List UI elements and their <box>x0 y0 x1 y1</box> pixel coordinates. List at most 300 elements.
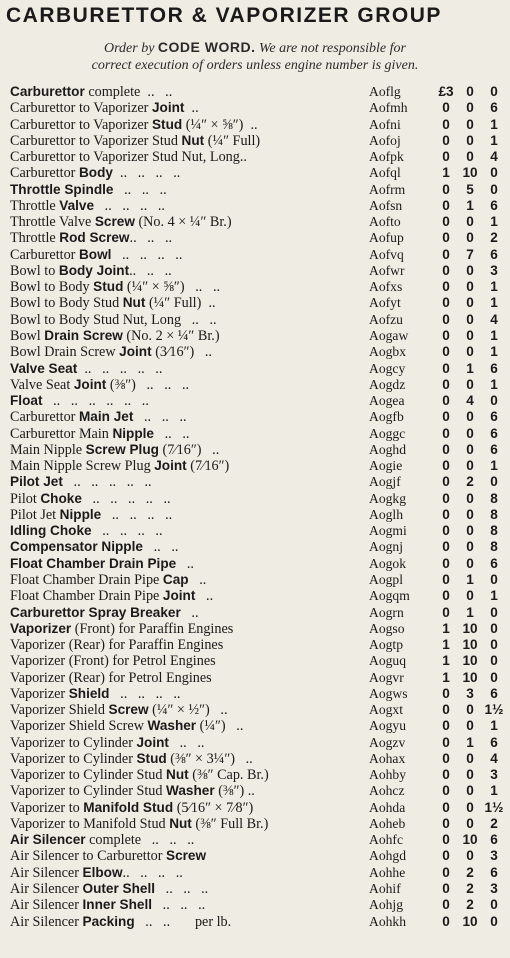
part-spec-text: (3⁄16″) <box>151 344 195 361</box>
list-item <box>0 165 510 181</box>
code-word: Aohby <box>369 767 407 783</box>
leader-dots: .. <box>195 588 214 605</box>
list-item <box>0 377 510 393</box>
price-pounds: 0 <box>442 897 450 913</box>
code-word: Aofsn <box>369 197 403 213</box>
leader-dots: .. .. .. <box>129 230 173 247</box>
part-description <box>10 621 368 637</box>
list-item <box>0 605 510 621</box>
price-shillings: 0 <box>466 132 474 148</box>
price-pounds: 0 <box>442 279 450 295</box>
code-word: Aoggc <box>369 425 406 441</box>
price-pence: 1 <box>490 588 498 604</box>
part-name-text: Vaporizer to Cylinder Stud <box>10 767 167 784</box>
part-name-emphasis: Stud <box>93 279 124 295</box>
part-name-emphasis: Throttle Spindle <box>10 181 114 197</box>
part-name-text: Throttle <box>10 197 60 214</box>
price-pounds: 0 <box>442 913 450 929</box>
part-description <box>10 848 368 864</box>
price-pence: 8 <box>490 539 498 555</box>
price-pence: 1½ <box>484 702 504 718</box>
list-item <box>0 474 510 490</box>
part-name-emphasis: Joint <box>154 458 187 474</box>
part-spec-text: (⅜″ × 3¼″) <box>166 750 235 767</box>
part-description <box>10 539 368 555</box>
part-description <box>10 751 368 767</box>
price-shillings: 2 <box>466 864 474 880</box>
leader-dots: .. .. .. .. <box>91 523 163 540</box>
part-description <box>10 328 368 344</box>
code-word: Aogbx <box>369 344 407 360</box>
code-word: Aofwr <box>369 262 405 278</box>
part-name-text: Carburettor Main <box>10 425 113 442</box>
leader-dots: .. .. .. <box>141 832 195 849</box>
price-pence: 6 <box>490 360 498 376</box>
leader-dots: .. .. .. .. <box>111 246 183 263</box>
part-description <box>10 312 368 328</box>
price-shillings: 0 <box>466 279 474 295</box>
part-name-emphasis: Nipple <box>112 425 154 441</box>
list-item <box>0 767 510 783</box>
price-pounds: 0 <box>442 767 450 783</box>
part-name-emphasis: Stud <box>151 116 183 132</box>
part-name-emphasis: Cap <box>162 571 189 587</box>
price-pence: 1 <box>490 783 498 799</box>
part-name-text: Vaporizer Shield <box>10 702 109 719</box>
part-description <box>10 735 368 751</box>
part-name-text: Carburettor to Vaporizer Stud <box>10 132 182 149</box>
part-spec-text: complete <box>85 832 142 849</box>
list-item <box>0 751 510 767</box>
part-name-text: Throttle <box>10 230 60 247</box>
part-name-text: Bowl to Body Stud <box>10 295 123 312</box>
part-description <box>10 523 368 539</box>
price-pence: 3 <box>490 262 498 278</box>
list-item <box>0 409 510 425</box>
part-name-text: Vaporizer <box>10 685 69 702</box>
part-name-emphasis: Carburettor Spray Breaker <box>10 604 181 620</box>
code-word: Aofrm <box>369 181 406 197</box>
part-name-text: Bowl to Body Stud Nut, Long <box>10 311 182 328</box>
price-pence: 1 <box>490 458 498 474</box>
code-word: Aogea <box>369 393 405 409</box>
part-name-text: Carburettor to Vaporizer Stud Nut, Long <box>10 149 240 166</box>
part-description <box>10 426 368 442</box>
code-word: Aohif <box>369 881 401 897</box>
price-pence: 0 <box>490 571 498 587</box>
list-item <box>0 653 510 669</box>
part-name-text: Vaporizer (Rear) for Petrol Engines <box>10 669 212 686</box>
part-name-text: Float Chamber Drain Pipe <box>10 588 163 605</box>
part-name-text: Vaporizer to <box>10 799 84 816</box>
price-shillings: 0 <box>466 214 474 230</box>
part-name-text: Throttle Valve <box>10 214 95 231</box>
price-pounds: 0 <box>442 506 450 522</box>
parts-list <box>0 84 510 930</box>
price-pounds: 0 <box>442 100 450 116</box>
leader-dots: .. .. .. .. <box>112 165 181 182</box>
part-spec-text: (¼″ × ⅝″) <box>123 279 185 296</box>
leader-dots: .. <box>244 783 255 800</box>
leader-dots: .. .. .. <box>135 376 190 393</box>
code-word: Aogtp <box>369 637 403 653</box>
code-word: Aofpk <box>369 149 404 165</box>
part-description <box>10 117 368 133</box>
price-pence: 0 <box>490 913 498 929</box>
part-name-emphasis: Nut <box>169 815 192 831</box>
leader-dots: .. .. .. .. .. <box>77 360 163 377</box>
price-shillings: 0 <box>466 588 474 604</box>
part-name-text: Main Nipple Screw Plug <box>10 458 155 475</box>
code-word: Aogkg <box>369 490 407 506</box>
price-shillings: 2 <box>466 881 474 897</box>
list-item <box>0 247 510 263</box>
price-pounds: 0 <box>442 425 450 441</box>
price-pence: 8 <box>490 490 498 506</box>
part-description <box>10 783 368 799</box>
part-description <box>10 474 368 490</box>
code-word: Aogfb <box>369 409 404 425</box>
price-pounds: 1 <box>442 669 450 685</box>
list-item <box>0 328 510 344</box>
code-word: Aogdz <box>369 376 406 392</box>
part-description <box>10 686 368 702</box>
part-description <box>10 572 368 588</box>
price-pence: 2 <box>490 815 498 831</box>
part-name-emphasis: Washer <box>147 718 197 734</box>
code-word: Aogrn <box>369 604 404 620</box>
code-word: Aoguq <box>369 653 407 669</box>
part-name-emphasis: Float Chamber Drain Pipe <box>10 555 177 571</box>
price-pounds: 0 <box>442 376 450 392</box>
list-item <box>0 621 510 637</box>
part-description <box>10 182 368 198</box>
price-shillings: 0 <box>466 441 474 457</box>
part-name-text: Carburettor <box>10 165 79 182</box>
price-shillings: 0 <box>466 116 474 132</box>
price-pence: 1 <box>490 376 498 392</box>
part-name-text: Carburettor to Vaporizer <box>10 116 152 133</box>
price-pence: 1 <box>490 214 498 230</box>
part-description <box>10 263 368 279</box>
leader-dots: .. .. <box>181 311 217 328</box>
leader-dots: .. <box>180 604 199 621</box>
code-word: Aogie <box>369 458 403 474</box>
price-pence: 6 <box>490 555 498 571</box>
code-word: Aogpl <box>369 571 403 587</box>
list-item <box>0 263 510 279</box>
code-word: Aogws <box>369 685 408 701</box>
part-name-text: Air Silencer <box>10 913 83 930</box>
code-word: Aogvr <box>369 669 404 685</box>
part-name-text: Bowl to <box>10 262 59 279</box>
price-pounds: 0 <box>442 539 450 555</box>
leader-dots: .. .. .. .. .. .. <box>42 393 149 410</box>
price-shillings: 0 <box>466 702 474 718</box>
price-pounds: 0 <box>442 327 450 343</box>
price-pence: 6 <box>490 425 498 441</box>
part-description <box>10 914 368 930</box>
part-name-emphasis: Drain Screw <box>44 327 123 343</box>
part-name-emphasis: Nut <box>181 132 205 148</box>
code-word: Aoflg <box>369 84 401 99</box>
price-shillings: 0 <box>466 506 474 522</box>
leader-dots: .. <box>184 100 199 117</box>
list-item <box>0 865 510 881</box>
price-shillings: 0 <box>466 425 474 441</box>
part-description <box>10 832 368 848</box>
price-pence: 0 <box>490 181 498 197</box>
code-word: Aogcy <box>369 360 406 376</box>
part-name-emphasis: Joint <box>136 734 169 750</box>
code-word: Aofyt <box>369 295 401 311</box>
part-name-emphasis: Manifold Stud <box>83 799 174 815</box>
price-shillings: 2 <box>466 897 474 913</box>
list-item <box>0 816 510 832</box>
part-name-emphasis: Air Silencer <box>10 832 86 848</box>
part-name-emphasis: Main Jet <box>78 409 134 425</box>
price-pence: 6 <box>490 409 498 425</box>
part-description <box>10 637 368 653</box>
part-description <box>10 897 368 913</box>
part-spec-text: (¼″ × ⅝″) <box>182 116 244 133</box>
part-name-emphasis: Inner Shell <box>82 897 152 913</box>
list-item <box>0 670 510 686</box>
part-name-text: Air Silencer <box>10 864 83 881</box>
price-pence: 0 <box>490 84 498 99</box>
part-name-emphasis: Nut <box>122 295 146 311</box>
part-spec-text: (⅜″) <box>106 376 136 393</box>
list-item <box>0 507 510 523</box>
code-word: Aohcz <box>369 783 405 799</box>
code-word: Aoheb <box>369 815 406 831</box>
code-word: Aohkh <box>369 913 407 929</box>
price-pence: 6 <box>490 734 498 750</box>
list-item <box>0 539 510 555</box>
part-spec-text: (¼″ Full) <box>204 132 261 149</box>
part-name-emphasis: Bowl <box>78 246 112 262</box>
code-word: Aofzu <box>369 311 403 327</box>
price-shillings: 0 <box>466 458 474 474</box>
leader-dots: .. .. .. .. <box>109 685 181 702</box>
price-pounds: 0 <box>442 604 450 620</box>
price-shillings: 0 <box>466 767 474 783</box>
price-pounds: 0 <box>442 832 450 848</box>
price-shillings: 0 <box>466 376 474 392</box>
part-name-text: Bowl Drain Screw <box>10 344 120 361</box>
price-pence: 6 <box>490 197 498 213</box>
price-pounds: 0 <box>442 815 450 831</box>
price-shillings: 0 <box>466 815 474 831</box>
code-word: Aofup <box>369 230 404 246</box>
price-pounds: 0 <box>442 848 450 864</box>
list-item <box>0 442 510 458</box>
price-pence: 0 <box>490 620 498 636</box>
leader-dots: .. .. .. .. .. <box>62 474 152 491</box>
part-description <box>10 767 368 783</box>
part-description <box>10 198 368 214</box>
price-pounds: 0 <box>442 702 450 718</box>
part-description <box>10 165 368 181</box>
part-spec-text: (Front) for Paraffin Engines <box>71 620 234 637</box>
leader-dots: .. .. .. <box>133 409 187 426</box>
part-description <box>10 605 368 621</box>
price-pence: 1 <box>490 295 498 311</box>
code-word: Aogso <box>369 620 405 636</box>
price-pounds: 0 <box>442 588 450 604</box>
price-pounds: 0 <box>442 864 450 880</box>
price-shillings: 0 <box>466 555 474 571</box>
part-name-emphasis: Joint <box>162 588 196 604</box>
part-description <box>10 442 368 458</box>
part-description <box>10 149 368 165</box>
part-name-text: Vaporizer (Rear) for Paraffin Engines <box>10 637 224 654</box>
part-description <box>10 458 368 474</box>
leader-dots: .. .. .. .. <box>101 506 173 523</box>
list-item <box>0 491 510 507</box>
price-pounds: 0 <box>442 458 450 474</box>
price-shillings: 10 <box>462 669 478 685</box>
code-word: Aohax <box>369 750 406 766</box>
part-name-emphasis: Carburettor <box>10 84 85 99</box>
price-shillings: 0 <box>466 327 474 343</box>
part-name-text: Vaporizer (Front) for Petrol Engines <box>10 653 216 670</box>
price-shillings: 0 <box>466 848 474 864</box>
price-pence: 4 <box>490 750 498 766</box>
part-description <box>10 247 368 263</box>
price-pence: 6 <box>490 832 498 848</box>
part-spec-text: (5⁄16″ × 7⁄8″) <box>173 799 254 816</box>
price-shillings: 10 <box>462 620 478 636</box>
price-pounds: 0 <box>442 132 450 148</box>
price-pounds: 0 <box>442 734 450 750</box>
part-name-emphasis: Nut <box>166 767 189 783</box>
leader-dots: .. .. <box>142 539 179 556</box>
part-name-text: Air Silencer <box>10 897 83 914</box>
price-pounds: 0 <box>442 393 450 409</box>
price-shillings: 0 <box>466 262 474 278</box>
part-name-text: Vaporizer Shield Screw <box>10 718 148 735</box>
order-instructions <box>0 39 510 74</box>
price-pence: 3 <box>490 848 498 864</box>
list-item <box>0 279 510 295</box>
price-pounds: 0 <box>442 116 450 132</box>
code-word: Aofni <box>369 116 401 132</box>
part-name-emphasis: Screw <box>166 848 207 864</box>
leader-dots: .. .. .. <box>129 262 172 279</box>
part-name-text: Pilot Jet <box>10 506 60 523</box>
code-word: Aofto <box>369 214 401 230</box>
part-description <box>10 718 368 734</box>
part-description <box>10 393 368 409</box>
price-shillings: 0 <box>466 311 474 327</box>
price-shillings: 10 <box>462 165 478 181</box>
price-pounds: 0 <box>442 197 450 213</box>
list-item <box>0 523 510 539</box>
price-shillings: 0 <box>466 490 474 506</box>
price-pence: 6 <box>490 864 498 880</box>
price-shillings: 0 <box>466 344 474 360</box>
leader-dots: .. .. <box>140 84 173 100</box>
list-item <box>0 686 510 702</box>
code-word: Aogqm <box>369 588 410 604</box>
list-item <box>0 230 510 246</box>
part-name-emphasis: Rod Screw <box>59 230 130 246</box>
list-item <box>0 588 510 604</box>
part-spec-text: complete <box>84 84 141 100</box>
part-description <box>10 800 368 816</box>
code-word: Aofoj <box>369 132 401 148</box>
list-item <box>0 800 510 816</box>
part-name-emphasis: Screw <box>94 214 135 230</box>
list-item <box>0 295 510 311</box>
price-shillings: 10 <box>462 913 478 929</box>
part-name-emphasis: Screw <box>108 702 149 718</box>
code-word: Aoghd <box>369 441 407 457</box>
list-item <box>0 426 510 442</box>
part-name-emphasis: Body <box>78 165 113 181</box>
list-item <box>0 718 510 734</box>
price-pence: 1 <box>490 718 498 734</box>
code-word: Aogmi <box>369 523 407 539</box>
price-pence: 6 <box>490 246 498 262</box>
part-name-text: Vaporizer to Cylinder <box>10 750 137 767</box>
leader-dots: .. <box>234 750 253 767</box>
code-word: Aofxs <box>369 279 403 295</box>
part-name-emphasis: Stud <box>136 750 167 766</box>
leader-dots: .. <box>201 295 216 312</box>
code-word: Aohhe <box>369 864 406 880</box>
price-shillings: 0 <box>466 100 474 116</box>
part-name-emphasis: Valve Seat <box>10 360 78 376</box>
price-pence: 0 <box>490 653 498 669</box>
leader-dots: .. <box>225 718 244 735</box>
price-pence: 6 <box>490 685 498 701</box>
part-spec-text: (⅜″ Cap. Br.) <box>188 767 269 784</box>
price-shillings: 0 <box>466 230 474 246</box>
list-item <box>0 637 510 653</box>
part-name-emphasis: Nipple <box>59 506 102 522</box>
price-shillings: 0 <box>466 523 474 539</box>
list-item <box>0 149 510 165</box>
list-item <box>0 702 510 718</box>
leader-dots: .. .. .. <box>113 181 167 198</box>
leader-dots: .. .. .. .. .. <box>81 490 171 507</box>
price-pence: 0 <box>490 897 498 913</box>
part-spec-text: (¼″) <box>196 718 226 735</box>
leader-dots: .. .. .. .. <box>122 864 183 881</box>
price-shillings: 0 <box>466 750 474 766</box>
price-shillings: 10 <box>462 637 478 653</box>
list-item <box>0 198 510 214</box>
price-pence: 1 <box>490 116 498 132</box>
part-description <box>10 588 368 604</box>
list-item <box>0 572 510 588</box>
part-name-text: Vaporizer to Cylinder Stud <box>10 783 167 800</box>
code-word: Aognj <box>369 539 403 555</box>
price-pence: 4 <box>490 149 498 165</box>
part-name-emphasis: Joint <box>119 344 152 360</box>
price-shillings: 0 <box>466 84 474 99</box>
price-pounds: £3 <box>438 84 454 99</box>
page-title: CARBURETTOR & VAPORIZER GROUP <box>6 4 442 27</box>
part-description <box>10 556 368 572</box>
list-item <box>0 182 510 198</box>
part-name-emphasis: Screw Plug <box>85 441 159 457</box>
part-name-emphasis: Outer Shell <box>82 881 156 897</box>
price-shillings: 10 <box>462 653 478 669</box>
list-item <box>0 783 510 799</box>
